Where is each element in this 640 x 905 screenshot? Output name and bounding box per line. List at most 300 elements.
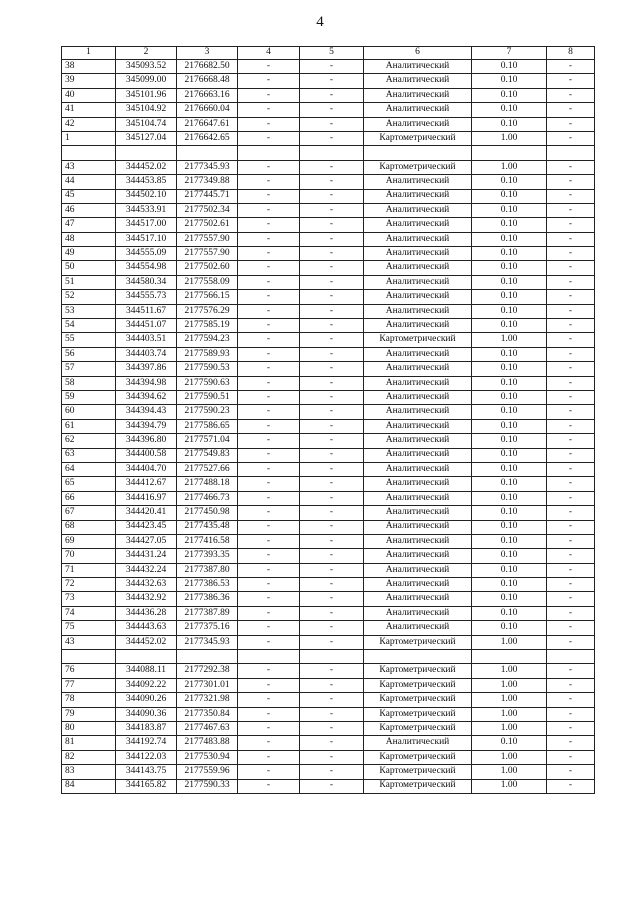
- table-cell: 74: [62, 606, 116, 620]
- table-cell: -: [300, 664, 364, 678]
- table-cell: 61: [62, 419, 116, 433]
- table-cell: -: [300, 506, 364, 520]
- table-row: [62, 60, 595, 74]
- table-cell: -: [300, 261, 364, 275]
- table-cell: 344436.28: [116, 606, 177, 620]
- table-cell: Аналитический: [364, 563, 472, 577]
- table-cell: 0.10: [472, 117, 547, 131]
- table-cell: 2177558.09: [177, 275, 238, 289]
- table-cell: -: [547, 606, 595, 620]
- table-cell: Картометрический: [364, 160, 472, 174]
- table-cell: -: [238, 750, 300, 764]
- table-cell: 2177435.48: [177, 520, 238, 534]
- table-cell: -: [300, 621, 364, 635]
- table-row: [62, 434, 595, 448]
- table-cell: 73: [62, 592, 116, 606]
- table-cell: 0.10: [472, 376, 547, 390]
- table-cell: 0.10: [472, 390, 547, 404]
- table-cell: -: [300, 491, 364, 505]
- table-cell: -: [547, 390, 595, 404]
- table-cell: 344400.58: [116, 448, 177, 462]
- table-cell: 0.10: [472, 621, 547, 635]
- table-cell: Аналитический: [364, 117, 472, 131]
- table-row: [62, 131, 595, 145]
- table-cell: -: [300, 563, 364, 577]
- table-cell: 2177590.23: [177, 405, 238, 419]
- empty-cell: [547, 146, 595, 160]
- table-row: [62, 117, 595, 131]
- table-cell: 344432.24: [116, 563, 177, 577]
- table-row: [62, 477, 595, 491]
- table-cell: Аналитический: [364, 247, 472, 261]
- table-cell: -: [547, 175, 595, 189]
- table-cell: 2177450.98: [177, 506, 238, 520]
- table-cell: -: [300, 678, 364, 692]
- table-cell: 43: [62, 160, 116, 174]
- table-cell: 344453.85: [116, 175, 177, 189]
- table-cell: -: [238, 606, 300, 620]
- table-cell: -: [547, 218, 595, 232]
- table-cell: 2176682.50: [177, 60, 238, 74]
- table-cell: 2177466.73: [177, 491, 238, 505]
- table-row: [62, 390, 595, 404]
- table-cell: 344394.43: [116, 405, 177, 419]
- table-cell: Картометрический: [364, 707, 472, 721]
- table-cell: -: [547, 434, 595, 448]
- table-cell: 65: [62, 477, 116, 491]
- table-cell: -: [238, 736, 300, 750]
- table-cell: -: [547, 635, 595, 649]
- table-cell: -: [238, 275, 300, 289]
- table-cell: -: [238, 103, 300, 117]
- table-cell: Аналитический: [364, 376, 472, 390]
- table-row: [62, 189, 595, 203]
- table-cell: 1.00: [472, 635, 547, 649]
- table-cell: 71: [62, 563, 116, 577]
- table-cell: 84: [62, 779, 116, 793]
- table-row: [62, 175, 595, 189]
- table-row: [62, 247, 595, 261]
- table-cell: 40: [62, 88, 116, 102]
- table-cell: 0.10: [472, 319, 547, 333]
- table-cell: 345127.04: [116, 131, 177, 145]
- table-cell: Картометрический: [364, 664, 472, 678]
- table-cell: 2177416.58: [177, 534, 238, 548]
- table-cell: -: [300, 405, 364, 419]
- table-cell: 0.10: [472, 261, 547, 275]
- table-cell: -: [238, 520, 300, 534]
- table-cell: 344165.82: [116, 779, 177, 793]
- table-cell: Аналитический: [364, 189, 472, 203]
- table-cell: -: [238, 434, 300, 448]
- table-cell: 344416.97: [116, 491, 177, 505]
- table-cell: 45: [62, 189, 116, 203]
- table-cell: -: [300, 721, 364, 735]
- table-cell: 345093.52: [116, 60, 177, 74]
- table-cell: 344396.80: [116, 434, 177, 448]
- table-cell: Аналитический: [364, 390, 472, 404]
- empty-cell: [364, 650, 472, 664]
- table-cell: -: [238, 534, 300, 548]
- column-header: 3: [177, 47, 238, 60]
- table-cell: 75: [62, 621, 116, 635]
- table-cell: 2177387.80: [177, 563, 238, 577]
- table-row: [62, 160, 595, 174]
- table-cell: Картометрический: [364, 779, 472, 793]
- table-cell: -: [547, 506, 595, 520]
- table-cell: -: [300, 376, 364, 390]
- column-header: 1: [62, 47, 116, 60]
- table-cell: 1.00: [472, 678, 547, 692]
- table-cell: 344580.34: [116, 275, 177, 289]
- column-header: 8: [547, 47, 595, 60]
- table-cell: -: [238, 721, 300, 735]
- table-cell: 344394.79: [116, 419, 177, 433]
- table-cell: 0.10: [472, 563, 547, 577]
- table-row: [62, 534, 595, 548]
- table-cell: Аналитический: [364, 175, 472, 189]
- table-cell: 344427.05: [116, 534, 177, 548]
- table-row: [62, 362, 595, 376]
- table-cell: 2177590.33: [177, 779, 238, 793]
- table-cell: 344517.00: [116, 218, 177, 232]
- table-cell: -: [300, 117, 364, 131]
- table-cell: -: [547, 88, 595, 102]
- table-cell: 344432.92: [116, 592, 177, 606]
- table-cell: 0.10: [472, 592, 547, 606]
- table-cell: 2177349.88: [177, 175, 238, 189]
- table-cell: 2177590.63: [177, 376, 238, 390]
- table-cell: -: [238, 290, 300, 304]
- table-cell: Аналитический: [364, 448, 472, 462]
- table-cell: -: [300, 448, 364, 462]
- table-cell: Аналитический: [364, 218, 472, 232]
- table-cell: -: [238, 678, 300, 692]
- table-cell: 63: [62, 448, 116, 462]
- table-row: [62, 606, 595, 620]
- table-cell: 0.10: [472, 506, 547, 520]
- table-cell: -: [547, 160, 595, 174]
- table-cell: 2177488.18: [177, 477, 238, 491]
- table-cell: 67: [62, 506, 116, 520]
- table-cell: 0.10: [472, 462, 547, 476]
- table-cell: 344554.98: [116, 261, 177, 275]
- table-row: [62, 347, 595, 361]
- table-cell: Картометрический: [364, 750, 472, 764]
- table-cell: 2177566.15: [177, 290, 238, 304]
- table-cell: 49: [62, 247, 116, 261]
- table-cell: 345104.74: [116, 117, 177, 131]
- table-cell: -: [547, 74, 595, 88]
- table-cell: -: [238, 491, 300, 505]
- table-cell: -: [238, 117, 300, 131]
- table-cell: -: [238, 549, 300, 563]
- table-cell: 0.10: [472, 419, 547, 433]
- table-cell: 0.10: [472, 103, 547, 117]
- table-cell: 80: [62, 721, 116, 735]
- table-cell: -: [238, 419, 300, 433]
- table-cell: Аналитический: [364, 275, 472, 289]
- column-header: 5: [300, 47, 364, 60]
- table-cell: 39: [62, 74, 116, 88]
- table-cell: 0.10: [472, 203, 547, 217]
- table-cell: -: [238, 74, 300, 88]
- table-cell: -: [300, 779, 364, 793]
- empty-cell: [547, 650, 595, 664]
- table-cell: -: [300, 189, 364, 203]
- empty-cell: [62, 650, 116, 664]
- table-cell: 0.10: [472, 549, 547, 563]
- table-cell: Аналитический: [364, 578, 472, 592]
- table-cell: -: [547, 247, 595, 261]
- table-cell: -: [238, 304, 300, 318]
- table-cell: 1.00: [472, 333, 547, 347]
- table-cell: -: [300, 247, 364, 261]
- table-cell: -: [238, 563, 300, 577]
- table-cell: Картометрический: [364, 678, 472, 692]
- table-row: [62, 419, 595, 433]
- table-cell: Аналитический: [364, 592, 472, 606]
- table-cell: 43: [62, 635, 116, 649]
- table-cell: -: [547, 405, 595, 419]
- empty-cell: [62, 146, 116, 160]
- table-cell: 0.10: [472, 534, 547, 548]
- table-cell: -: [300, 74, 364, 88]
- table-cell: 2177502.60: [177, 261, 238, 275]
- coordinates-table: [61, 46, 595, 794]
- table-cell: -: [547, 117, 595, 131]
- table-row: [62, 319, 595, 333]
- table-row: [62, 376, 595, 390]
- table-cell: Аналитический: [364, 203, 472, 217]
- table-cell: 82: [62, 750, 116, 764]
- table-cell: 2177292.38: [177, 664, 238, 678]
- table-cell: 345104.92: [116, 103, 177, 117]
- table-cell: -: [238, 462, 300, 476]
- table-cell: 344394.98: [116, 376, 177, 390]
- table-cell: -: [300, 60, 364, 74]
- table-cell: Аналитический: [364, 549, 472, 563]
- table-cell: 344122.03: [116, 750, 177, 764]
- table-cell: Аналитический: [364, 506, 472, 520]
- empty-cell: [472, 650, 547, 664]
- table-cell: 344403.74: [116, 347, 177, 361]
- table-cell: 2177585.19: [177, 319, 238, 333]
- table-row: [62, 74, 595, 88]
- table-cell: 2177590.51: [177, 390, 238, 404]
- table-cell: 344420.41: [116, 506, 177, 520]
- table-cell: 0.10: [472, 60, 547, 74]
- table-cell: -: [238, 347, 300, 361]
- table-row: [62, 506, 595, 520]
- table-row: [62, 563, 595, 577]
- table-cell: 0.10: [472, 175, 547, 189]
- table-cell: 47: [62, 218, 116, 232]
- table-cell: -: [547, 60, 595, 74]
- table-cell: 0.10: [472, 405, 547, 419]
- table-row: [62, 635, 595, 649]
- table-cell: -: [547, 578, 595, 592]
- table-cell: -: [300, 218, 364, 232]
- table-cell: -: [300, 333, 364, 347]
- table-cell: 344092.22: [116, 678, 177, 692]
- table-cell: 1.00: [472, 721, 547, 735]
- table-cell: -: [547, 592, 595, 606]
- table-cell: -: [238, 189, 300, 203]
- empty-cell: [177, 650, 238, 664]
- table-cell: 2177589.93: [177, 347, 238, 361]
- table-cell: 1.00: [472, 779, 547, 793]
- table-cell: 344404.70: [116, 462, 177, 476]
- table-cell: 2177483.88: [177, 736, 238, 750]
- table-cell: -: [300, 534, 364, 548]
- table-cell: -: [547, 721, 595, 735]
- table-cell: -: [547, 707, 595, 721]
- table-cell: Аналитический: [364, 434, 472, 448]
- table-cell: -: [238, 203, 300, 217]
- table-cell: 0.10: [472, 232, 547, 246]
- table-cell: 344431.24: [116, 549, 177, 563]
- table-cell: -: [547, 693, 595, 707]
- table-cell: -: [547, 520, 595, 534]
- table-row: [62, 693, 595, 707]
- table-cell: 2177345.93: [177, 635, 238, 649]
- table-cell: 344517.10: [116, 232, 177, 246]
- table-cell: 1.00: [472, 160, 547, 174]
- empty-cell: [300, 146, 364, 160]
- table-cell: -: [547, 779, 595, 793]
- table-cell: -: [547, 664, 595, 678]
- table-row: [62, 578, 595, 592]
- empty-cell: [238, 650, 300, 664]
- table-cell: -: [300, 549, 364, 563]
- table-row: [62, 203, 595, 217]
- table-cell: 79: [62, 707, 116, 721]
- table-cell: Аналитический: [364, 232, 472, 246]
- table-cell: -: [300, 462, 364, 476]
- table-cell: -: [300, 232, 364, 246]
- table-cell: -: [238, 362, 300, 376]
- table-cell: Аналитический: [364, 74, 472, 88]
- table-cell: 2177557.90: [177, 247, 238, 261]
- table-row: [62, 678, 595, 692]
- table-row: [62, 520, 595, 534]
- table-cell: -: [238, 765, 300, 779]
- table-cell: Аналитический: [364, 477, 472, 491]
- table-cell: 2177586.65: [177, 419, 238, 433]
- table-cell: -: [300, 390, 364, 404]
- column-header: 6: [364, 47, 472, 60]
- table-cell: -: [300, 175, 364, 189]
- table-cell: -: [300, 203, 364, 217]
- table-cell: -: [238, 333, 300, 347]
- table-cell: 344555.09: [116, 247, 177, 261]
- table-cell: 53: [62, 304, 116, 318]
- table-cell: 81: [62, 736, 116, 750]
- table-cell: -: [300, 131, 364, 145]
- table-cell: -: [238, 621, 300, 635]
- table-cell: -: [300, 103, 364, 117]
- table-cell: 0.10: [472, 448, 547, 462]
- table-cell: 48: [62, 232, 116, 246]
- table-cell: -: [547, 319, 595, 333]
- table-cell: Картометрический: [364, 131, 472, 145]
- table-cell: -: [547, 563, 595, 577]
- table-cell: -: [547, 275, 595, 289]
- table-cell: Аналитический: [364, 347, 472, 361]
- table-cell: -: [547, 549, 595, 563]
- table-cell: -: [547, 419, 595, 433]
- table-cell: 0.10: [472, 189, 547, 203]
- table-row: [62, 275, 595, 289]
- empty-cell: [177, 146, 238, 160]
- table-body: [62, 60, 595, 794]
- table-cell: 2177594.23: [177, 333, 238, 347]
- table-separator-row: [62, 146, 595, 160]
- table-cell: 0.10: [472, 736, 547, 750]
- table-cell: 60: [62, 405, 116, 419]
- table-cell: -: [238, 635, 300, 649]
- table-cell: 2177386.36: [177, 592, 238, 606]
- table-cell: 2177502.34: [177, 203, 238, 217]
- table-cell: -: [547, 750, 595, 764]
- table-cell: -: [547, 477, 595, 491]
- table-row: [62, 88, 595, 102]
- table-cell: 1.00: [472, 131, 547, 145]
- table-cell: 83: [62, 765, 116, 779]
- table-row: [62, 491, 595, 505]
- table-cell: Аналитический: [364, 405, 472, 419]
- table-cell: Аналитический: [364, 362, 472, 376]
- table-cell: 2177301.01: [177, 678, 238, 692]
- table-cell: -: [300, 419, 364, 433]
- table-row: [62, 218, 595, 232]
- table-cell: 344192.74: [116, 736, 177, 750]
- page-number: 4: [316, 14, 324, 30]
- table-cell: 38: [62, 60, 116, 74]
- table-cell: 2177576.29: [177, 304, 238, 318]
- table-cell: -: [300, 275, 364, 289]
- table-cell: -: [238, 405, 300, 419]
- table-cell: -: [547, 333, 595, 347]
- table-cell: -: [300, 160, 364, 174]
- table-cell: -: [238, 376, 300, 390]
- table-cell: Аналитический: [364, 534, 472, 548]
- table-cell: 1.00: [472, 750, 547, 764]
- table-cell: -: [238, 578, 300, 592]
- table-cell: -: [547, 491, 595, 505]
- table-cell: 344423.45: [116, 520, 177, 534]
- table-cell: 51: [62, 275, 116, 289]
- table-cell: Аналитический: [364, 419, 472, 433]
- table-cell: 1.00: [472, 765, 547, 779]
- table-cell: -: [300, 635, 364, 649]
- table-cell: 1.00: [472, 664, 547, 678]
- table-cell: -: [238, 390, 300, 404]
- column-header: 2: [116, 47, 177, 60]
- table-cell: 2177445.71: [177, 189, 238, 203]
- table-cell: -: [238, 218, 300, 232]
- table-cell: 50: [62, 261, 116, 275]
- empty-cell: [364, 146, 472, 160]
- table-row: [62, 304, 595, 318]
- empty-cell: [238, 146, 300, 160]
- table-cell: 2176647.61: [177, 117, 238, 131]
- table-cell: -: [300, 347, 364, 361]
- table-cell: -: [238, 247, 300, 261]
- table-cell: 52: [62, 290, 116, 304]
- table-cell: 344451.07: [116, 319, 177, 333]
